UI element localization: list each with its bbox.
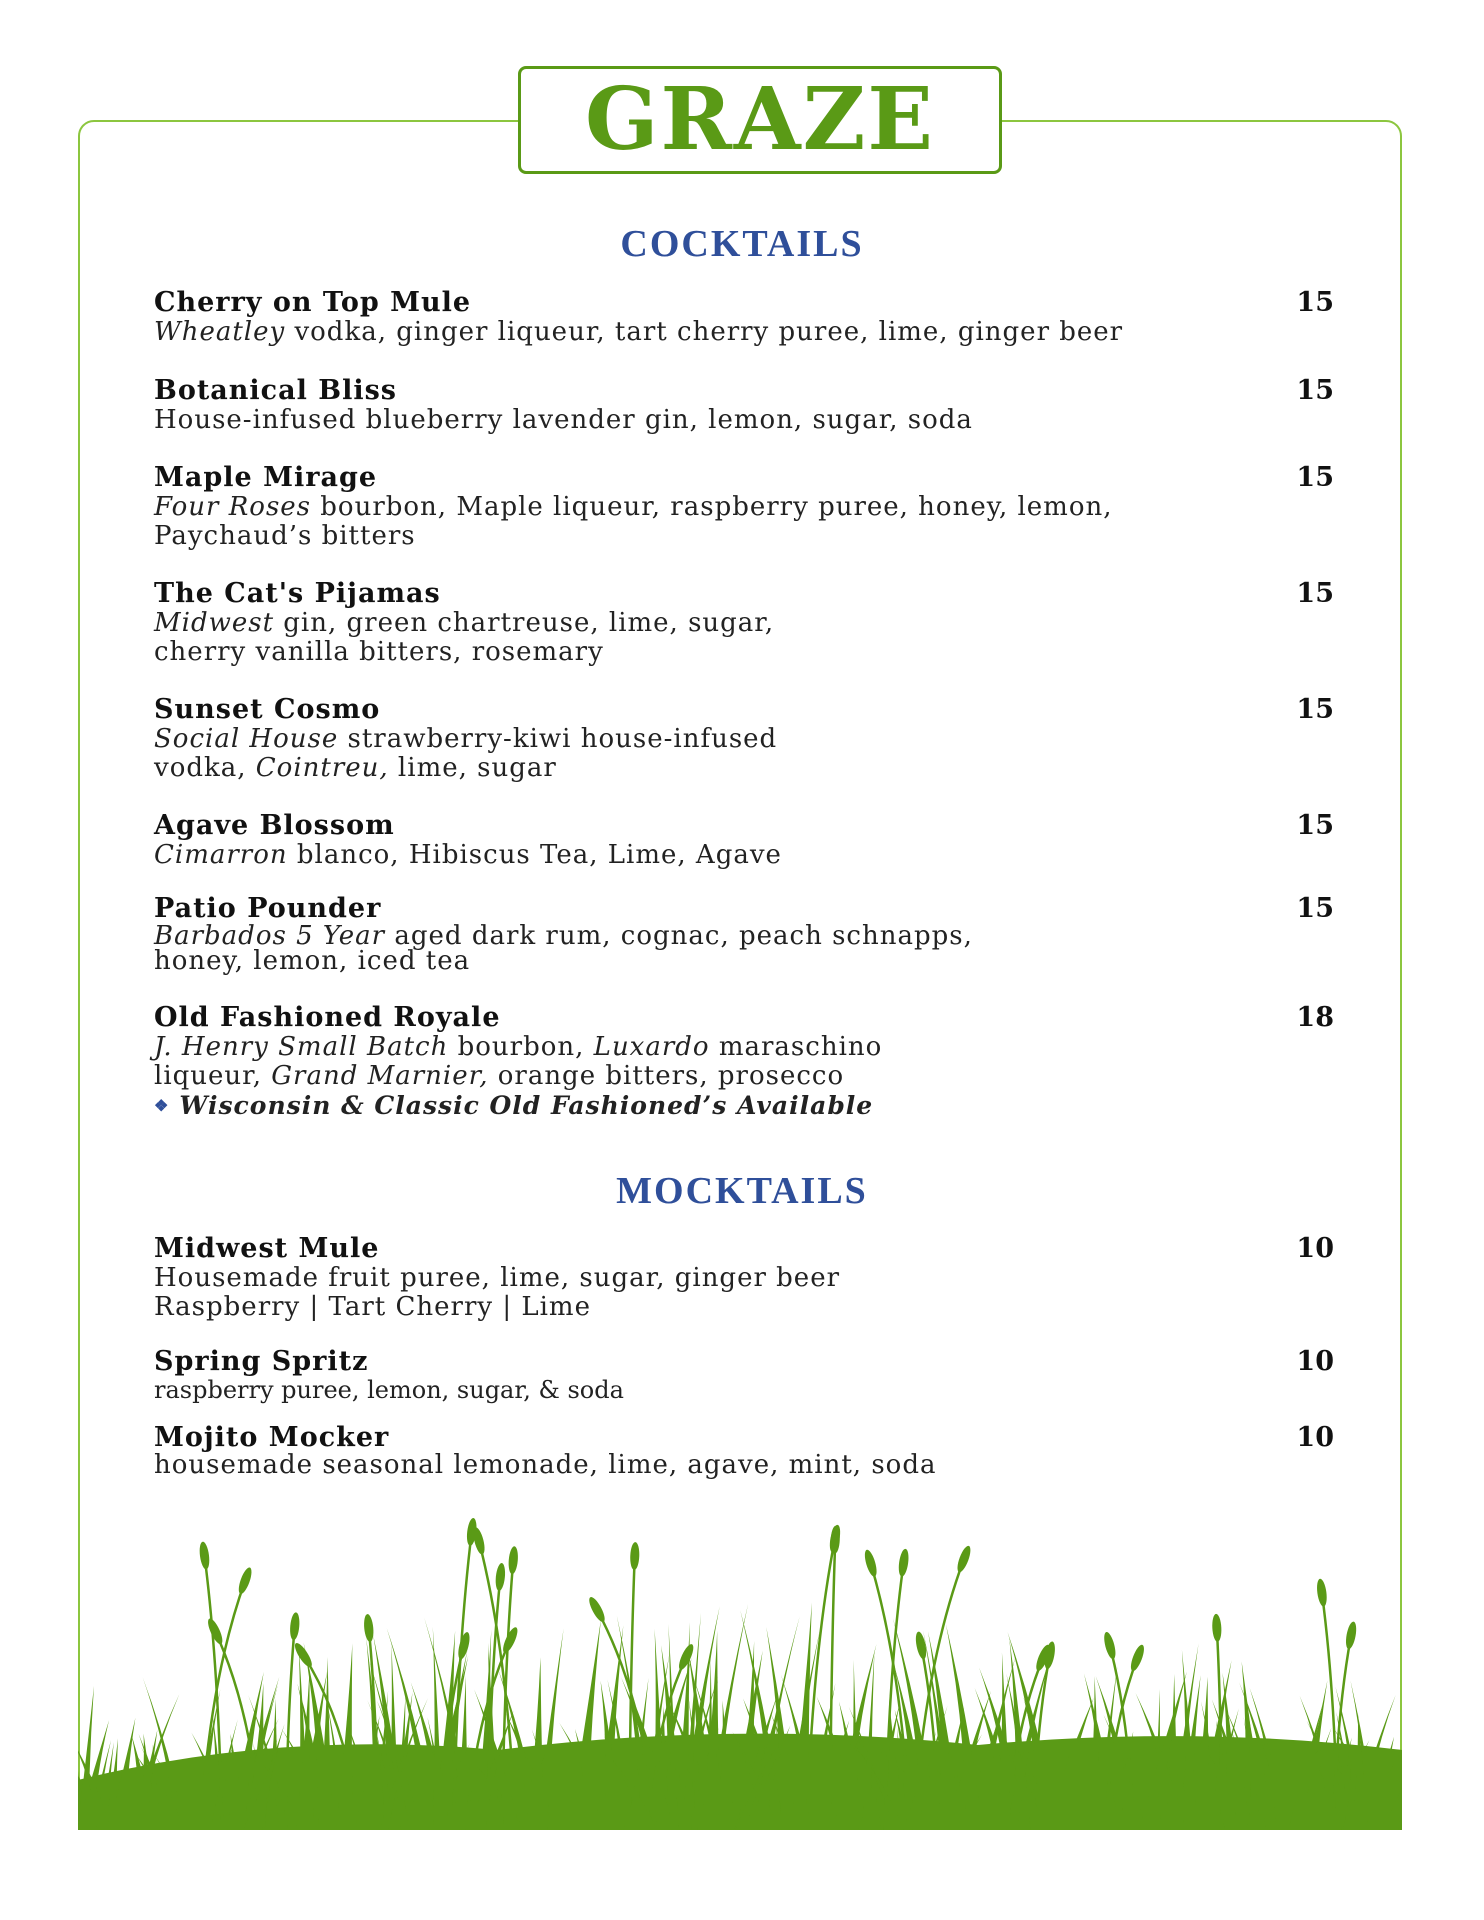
item-name: Sunset Cosmo [154,694,381,725]
logo [518,66,1002,174]
item-desc [154,318,1334,347]
item-desc [154,921,1334,976]
item-desc [154,1450,1334,1480]
item-name: Mojito Mocker [154,1422,390,1453]
item-price: 15 [1296,375,1334,406]
item-name: Old Fashioned Royale [154,1002,501,1033]
item-name: Spring Spritz [154,1346,369,1377]
menu-item [154,288,1334,347]
menu-item [154,1234,1334,1322]
item-desc [154,725,1334,783]
item-price: 15 [1296,893,1334,924]
item-name: Patio Pounder [154,893,382,924]
menu-item [154,463,1334,551]
menu-item [154,1423,1334,1478]
item-price: 15 [1296,810,1334,841]
item-desc [154,1377,1334,1403]
logo-text: GRAZE [585,69,935,170]
desc-line: Barbados 5 Year aged dark rum, cognac, peach schnapps, [154,921,973,951]
item-name: Agave Blossom [154,810,395,841]
cocktails-title: COCKTAILS [620,223,864,265]
item-name: Maple Mirage [154,462,378,493]
item-name: Botanical Bliss [154,375,398,406]
menu-item [154,811,1334,870]
item-desc [154,1264,1334,1322]
menu-item [154,894,1334,974]
item-price: 10 [1296,1346,1334,1377]
desc-line: Raspberry | Tart Cherry | Lime [154,1292,591,1322]
desc-line: vodka, Cointreu, lime, sugar [154,753,557,783]
desc-line: Four Roses bourbon, Maple liqueur, raspberry puree, honey, lemon, [154,492,1113,522]
menu-item [154,1003,1334,1120]
desc-line: housemade seasonal lemonade, lime, agave, mint, soda [154,1450,937,1480]
old-fashioned-note: ❖ Wisconsin & Classic Old Fashioned’s Available [154,1091,874,1120]
item-price: 15 [1296,694,1334,725]
menu-item [154,376,1334,435]
desc-line: Housemade fruit puree, lime, sugar, ginger beer [154,1263,841,1293]
item-price: 15 [1296,287,1334,318]
menu-item [154,695,1334,783]
desc-line: honey, lemon, iced tea [154,946,471,976]
mocktails-title: MOCKTAILS [616,1170,868,1212]
desc-line: Paychaud’s bitters [154,521,416,551]
item-name: The Cat's Pijamas [154,578,441,609]
item-price: 15 [1296,578,1334,609]
desc-line: Cimarron blanco, Hibiscus Tea, Lime, Agave [154,840,782,870]
item-desc [154,406,1334,435]
desc-line: liqueur, Grand Marnier, orange bitters, prosecco [154,1061,845,1091]
item-desc [154,1033,1334,1091]
item-price: 15 [1296,462,1334,493]
desc-line: raspberry puree, lemon, sugar, & soda [154,1376,624,1404]
item-price: 18 [1296,1002,1334,1033]
item-desc [154,609,1334,667]
item-price: 10 [1296,1422,1334,1453]
item-price: 10 [1296,1233,1334,1264]
desc-line: cherry vanilla bitters, rosemary [154,637,604,667]
diamond-dots-icon: ❖ [154,1096,170,1115]
menu-item [154,579,1334,667]
desc-line: J. Henry Small Batch bourbon, Luxardo maraschino [154,1032,883,1062]
item-name: Cherry on Top Mule [154,287,472,318]
desc-line: Social House strawberry-kiwi house-infused [154,724,778,754]
desc-line: Midwest gin, green chartreuse, lime, sugar, [154,608,775,638]
desc-line: House-infused blueberry lavender gin, lemon, sugar, soda [154,405,973,435]
menu-item [154,1347,1334,1403]
desc-line: Wheatley vodka, ginger liqueur, tart cherry puree, lime, ginger beer [154,317,1124,347]
item-desc [154,493,1334,551]
grass-illustration [78,1480,1402,1830]
item-name: Midwest Mule [154,1233,380,1264]
item-desc [154,841,1334,870]
